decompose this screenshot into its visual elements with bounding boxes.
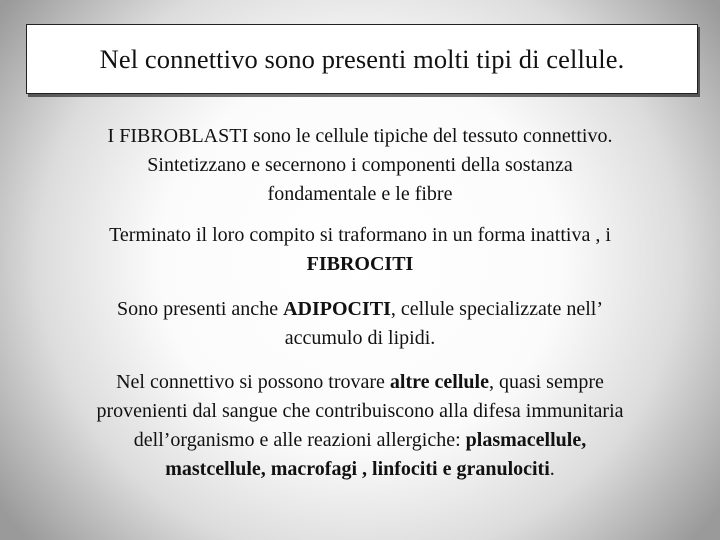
- paragraph-adipociti: [26, 295, 694, 353]
- slide-body: [26, 122, 694, 499]
- paragraph-altre-cellule: [26, 368, 694, 484]
- text-altre-line2: provenienti dal sangue che contribuiscono alla difesa immunitaria: [96, 400, 624, 422]
- text-altre-rest: , quasi sempre: [488, 371, 604, 393]
- term-altre-cellule: altre cellule: [389, 371, 489, 393]
- text-fibroblasti-line2: Sintetizzano e secernono i componenti della sostanza: [147, 154, 573, 176]
- paragraph-fibroblasti: [26, 122, 694, 209]
- text-adipociti-intro: Sono presenti anche: [117, 298, 284, 320]
- paragraph-fibrociti: [26, 221, 694, 279]
- term-fibrociti: FIBROCITI: [306, 253, 414, 275]
- text-adipociti-line2: accumulo di lipidi.: [284, 327, 436, 349]
- slide-title: Nel connettivo sono presenti molti tipi di cellule.: [99, 43, 625, 74]
- text-fibroblasti-line1: I FIBROBLASTI sono le cellule tipiche del tessuto connettivo.: [107, 125, 613, 147]
- text-final-period: .: [549, 458, 555, 480]
- text-fibroblasti-line3: fondamentale e le fibre: [267, 183, 453, 205]
- text-altre-line3: dell’organismo e alle reazioni allergiche:: [133, 429, 466, 451]
- text-fibrociti-line1: Terminato il loro compito si traformano in un forma inattiva , i: [109, 224, 611, 246]
- text-altre-intro: Nel connettivo si possono trovare: [116, 371, 390, 393]
- text-adipociti-rest: , cellule specializzate nell’: [390, 298, 603, 320]
- term-cell-list: mastcellule, macrofagi , linfociti e granulociti: [165, 458, 550, 480]
- term-plasmacellule: plasmacellule,: [465, 429, 587, 451]
- term-adipociti: ADIPOCITI: [283, 298, 391, 320]
- slide-title-box: [26, 24, 698, 94]
